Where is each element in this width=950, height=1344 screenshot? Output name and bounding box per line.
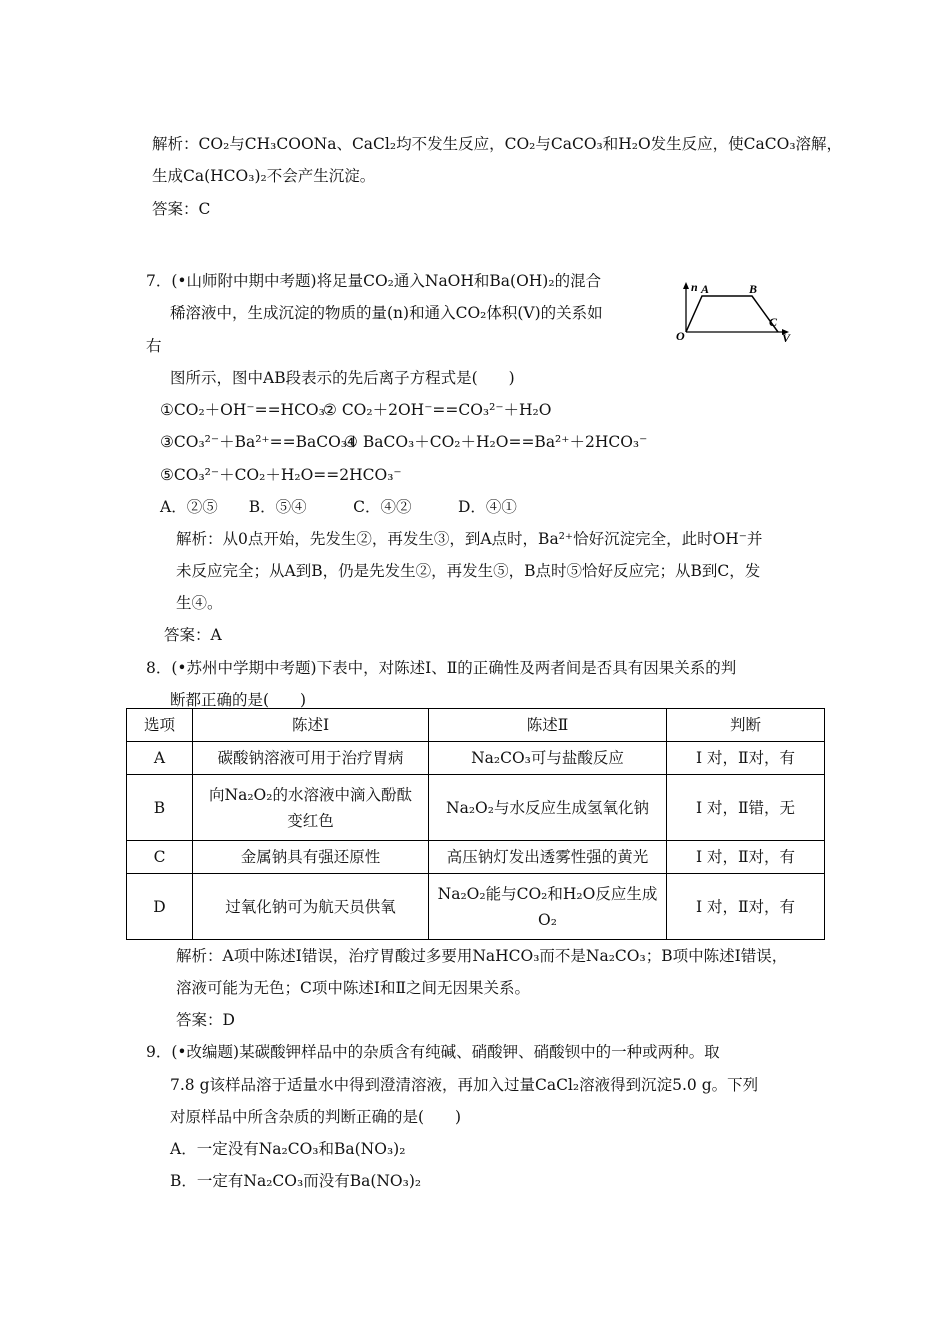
q7-analysis-line3: 生④。	[176, 594, 223, 612]
graph-label-n: n	[691, 280, 698, 294]
row-b-statement-2: Na₂O₂与水反应生成氢氧化钠	[429, 775, 667, 841]
table-row	[127, 775, 825, 841]
graph-label-c: C	[769, 315, 778, 329]
graph-curve	[686, 296, 778, 332]
row-d-statement-1: 过氧化钠可为航天员供氧	[193, 874, 429, 940]
graph-label-v: V	[782, 331, 791, 344]
q8-answer: 答案：D	[176, 1011, 235, 1029]
table-row	[127, 874, 825, 940]
q9-stem-line3: 对原样品中所含杂质的判断正确的是( )	[170, 1108, 462, 1126]
q7-answer: 答案：A	[164, 626, 222, 644]
q6-answer: 答案：C	[152, 200, 211, 218]
row-b-statement-1-line1: 向Na₂O₂的水溶液中滴入酚酞	[209, 785, 412, 804]
header-statement-2: 陈述Ⅱ	[429, 709, 667, 742]
row-d-judgement: Ⅰ 对，Ⅱ对，有	[667, 874, 825, 940]
row-a-statement-1: 碳酸钠溶液可用于治疗胃病	[193, 742, 429, 775]
q8-stem-line2: 断都正确的是( )	[170, 691, 307, 709]
q6-analysis-line1: 解析：CO₂与CH₃COONa、CaCl₂均不发生反应，CO₂与CaCO₃和H₂O发生反应，使CaCO₃溶解，	[152, 135, 843, 153]
q7-equation-2: ② CO₂＋2OH⁻==CO₃²⁻＋H₂O	[323, 401, 552, 419]
q7-equation-3: ③CO₃²⁻＋Ba²⁺==BaCO₃↓	[160, 433, 360, 451]
row-a-statement-2: Na₂CO₃可与盐酸反应	[429, 742, 667, 775]
row-c-statement-2: 高压钠灯发出透雾性强的黄光	[429, 841, 667, 874]
q7-stem-line4: 图所示，图中AB段表示的先后离子方程式是( )	[170, 369, 515, 387]
graph-label-b: B	[749, 282, 758, 296]
q9-option-b: B．一定有Na₂CO₃而没有Ba(NO₃)₂	[170, 1172, 422, 1190]
row-a-option: A	[127, 742, 193, 775]
row-c-statement-1: 金属钠具有强还原性	[193, 841, 429, 874]
row-c-option: C	[127, 841, 193, 874]
row-c-judgement: Ⅰ 对，Ⅱ对，有	[667, 841, 825, 874]
table-row	[127, 841, 825, 874]
graph-label-a: A	[701, 282, 710, 296]
header-option: 选项	[127, 709, 193, 742]
table-row	[127, 742, 825, 775]
header-judgement: 判断	[667, 709, 825, 742]
q6-analysis-line2: 生成Ca(HCO₃)₂不会产生沉淀。	[152, 167, 376, 185]
q7-equation-1: ①CO₂＋OH⁻==HCO₃⁻	[160, 401, 334, 419]
row-a-judgement: Ⅰ 对，Ⅱ对，有	[667, 742, 825, 775]
q7-options: A．②⑤ B．⑤④ C．④② D．④①	[160, 498, 517, 516]
q7-stem-line3: 右	[146, 337, 162, 355]
row-b-judgement: Ⅰ 对，Ⅱ错，无	[667, 775, 825, 841]
row-d-option: D	[127, 874, 193, 940]
q9-stem-line1: 9．(•改编题)某碳酸钾样品中的杂质含有纯碱、硝酸钾、硝酸钡中的一种或两种。取	[146, 1043, 720, 1061]
q9-stem-line2: 7.8 g该样品溶于适量水中得到澄清溶液，再加入过量CaCl₂溶液得到沉淀5.0 g。下列	[170, 1076, 759, 1094]
row-d-statement-2-line1: Na₂O₂能与CO₂和H₂O反应生成	[437, 884, 658, 903]
q7-stem-line2: 稀溶液中，生成沉淀的物质的量(n)和通入CO₂体积(V)的关系如	[170, 304, 603, 322]
q7-analysis-line2: 未反应完全；从A到B，仍是先发生②，再发生⑤，B点时⑤恰好反应完；从B到C，发	[176, 562, 761, 580]
q7-analysis-line1: 解析：从0点开始，先发生②，再发生③，到A点时，Ba²⁺恰好沉淀完全，此时OH⁻并	[176, 530, 763, 548]
graph-y-arrow	[683, 282, 689, 289]
q7-equation-4: ④ BaCO₃＋CO₂＋H₂O==Ba²⁺＋2HCO₃⁻	[344, 433, 648, 451]
q7-equation-5: ⑤CO₃²⁻＋CO₂＋H₂O==2HCO₃⁻	[160, 466, 402, 484]
q8-analysis-line1: 解析：A项中陈述Ⅰ错误，治疗胃酸过多要用NaHCO₃而不是Na₂CO₃；B项中陈述Ⅰ错误，	[176, 947, 788, 965]
q8-analysis-line2: 溶液可能为无色；C项中陈述Ⅰ和Ⅱ之间无因果关系。	[176, 979, 531, 997]
row-b-statement-1	[193, 775, 429, 841]
q9-option-a: A．一定没有Na₂CO₃和Ba(NO₃)₂	[170, 1140, 406, 1158]
q7-stem-line1: 7．(•山师附中期中考题)将足量CO₂通入NaOH和Ba(OH)₂的混合	[146, 272, 602, 290]
row-b-option: B	[127, 775, 193, 841]
row-b-statement-1-line2: 变红色	[287, 811, 334, 830]
row-d-statement-2	[429, 874, 667, 940]
q7-precipitate-graph	[672, 278, 800, 344]
table-header-row	[127, 709, 825, 742]
q8-table	[126, 708, 825, 940]
graph-label-o: O	[676, 329, 685, 343]
q8-stem-line1: 8．(•苏州中学期中考题)下表中，对陈述Ⅰ、Ⅱ的正确性及两者间是否具有因果关系的判	[146, 659, 737, 677]
header-statement-1: 陈述Ⅰ	[193, 709, 429, 742]
row-d-statement-2-line2: O₂	[538, 910, 557, 929]
